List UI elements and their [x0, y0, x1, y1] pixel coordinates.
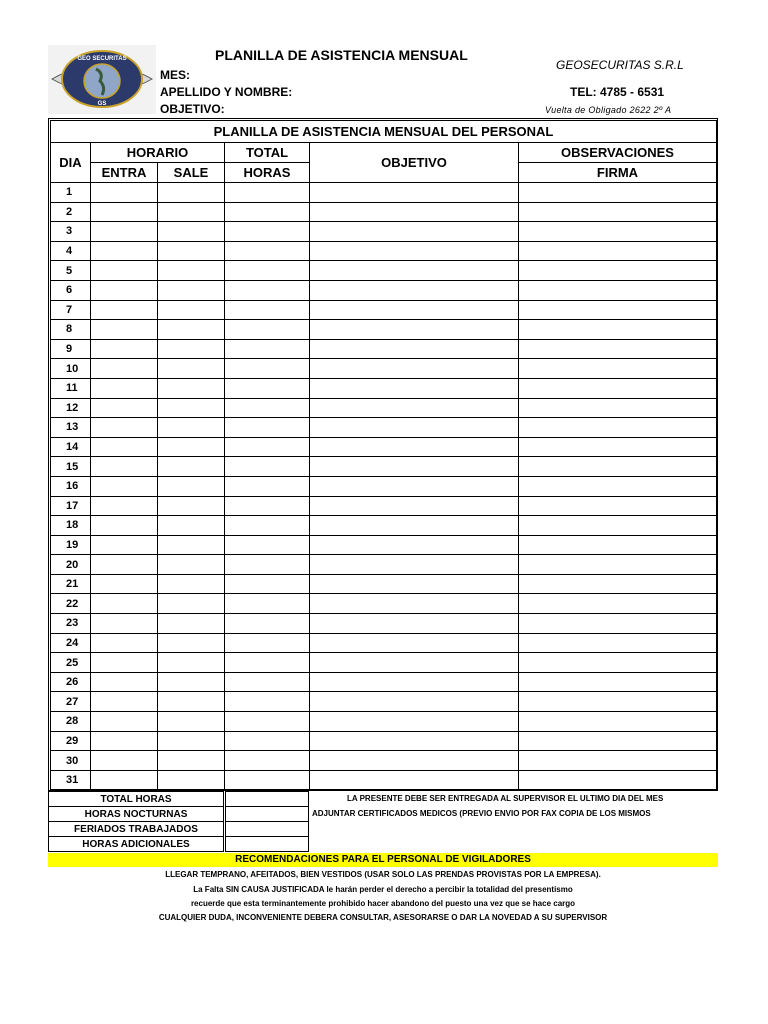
day-row [51, 457, 717, 477]
day-number: 26 [51, 672, 91, 692]
entra-cell[interactable] [91, 476, 158, 496]
observaciones-cell[interactable] [519, 574, 717, 594]
note-certificados: ADJUNTAR CERTIFICADOS MEDICOS (PREVIO ENVIO POR FAX COPIA DE LOS MISMOS [312, 809, 651, 818]
mes-label: MES: [160, 68, 190, 82]
objetivo-cell[interactable] [310, 555, 519, 575]
total-horas-cell[interactable] [225, 672, 310, 692]
day-row [51, 437, 717, 457]
entra-cell[interactable] [91, 692, 158, 712]
total-horas-cell[interactable] [225, 653, 310, 673]
day-number: 20 [51, 555, 91, 575]
day-row [51, 183, 717, 203]
header-firma: FIRMA [519, 163, 717, 183]
total-horas-cell[interactable] [225, 320, 310, 340]
day-number: 3 [51, 222, 91, 242]
day-number: 9 [51, 339, 91, 359]
header-objetivo: OBJETIVO [310, 143, 519, 183]
entra-cell[interactable] [91, 712, 158, 732]
observaciones-cell[interactable] [519, 359, 717, 379]
day-row [51, 614, 717, 634]
day-number: 22 [51, 594, 91, 614]
total-horas-cell[interactable] [225, 535, 310, 555]
day-row [51, 594, 717, 614]
day-number: 6 [51, 280, 91, 300]
observaciones-cell[interactable] [519, 731, 717, 751]
logo-top-text: GEO SECURITAS [77, 56, 127, 62]
recommendation-line: LLEGAR TEMPRANO, AFEITADOS, BIEN VESTIDOS (USAR SOLO LAS PRENDAS PROVISTAS POR LA EMPRESA). [165, 870, 601, 879]
observaciones-cell[interactable] [519, 712, 717, 732]
total-horas-cell[interactable] [225, 261, 310, 281]
day-number: 19 [51, 535, 91, 555]
observaciones-cell[interactable] [519, 770, 717, 790]
totals-table [48, 791, 309, 852]
day-row [51, 555, 717, 575]
total-horas-cell[interactable] [225, 457, 310, 477]
entra-cell[interactable] [91, 183, 158, 203]
total-horas-cell[interactable] [225, 183, 310, 203]
day-number: 14 [51, 437, 91, 457]
sale-cell[interactable] [158, 359, 225, 379]
objetivo-cell[interactable] [310, 418, 519, 438]
company-phone: TEL: 4785 - 6531 [570, 85, 665, 99]
day-row [51, 535, 717, 555]
entra-cell[interactable] [91, 261, 158, 281]
observaciones-cell[interactable] [519, 202, 717, 222]
observaciones-cell[interactable] [519, 594, 717, 614]
sale-cell[interactable] [158, 378, 225, 398]
objetivo-cell[interactable] [310, 633, 519, 653]
objetivo-cell[interactable] [310, 457, 519, 477]
observaciones-cell[interactable] [519, 222, 717, 242]
observaciones-cell[interactable] [519, 183, 717, 203]
header-observaciones: OBSERVACIONES [519, 143, 717, 163]
total-horas-cell[interactable] [225, 476, 310, 496]
objetivo-cell[interactable] [310, 378, 519, 398]
day-row [51, 731, 717, 751]
day-row [51, 418, 717, 438]
objetivo-cell[interactable] [310, 476, 519, 496]
objetivo-cell[interactable] [310, 300, 519, 320]
observaciones-cell[interactable] [519, 633, 717, 653]
objetivo-cell[interactable] [310, 261, 519, 281]
total-horas-cell[interactable] [225, 633, 310, 653]
total-horas-cell[interactable] [225, 516, 310, 536]
observaciones-cell[interactable] [519, 614, 717, 634]
horas-nocturnas-label: HORAS NOCTURNAS [49, 807, 224, 822]
entra-cell[interactable] [91, 320, 158, 340]
entra-cell[interactable] [91, 300, 158, 320]
objetivo-label: OBJETIVO: [160, 102, 225, 116]
observaciones-cell[interactable] [519, 241, 717, 261]
day-number: 11 [51, 378, 91, 398]
sale-cell[interactable] [158, 183, 225, 203]
sale-cell[interactable] [158, 339, 225, 359]
objetivo-cell[interactable] [310, 320, 519, 340]
sale-cell[interactable] [158, 261, 225, 281]
objetivo-cell[interactable] [310, 496, 519, 516]
day-number: 13 [51, 418, 91, 438]
entra-cell[interactable] [91, 516, 158, 536]
day-number: 4 [51, 241, 91, 261]
day-number: 29 [51, 731, 91, 751]
feriados-trabajados-label: FERIADOS TRABAJADOS [49, 822, 224, 837]
total-horas-cell[interactable] [225, 378, 310, 398]
entra-cell[interactable] [91, 731, 158, 751]
total-horas-cell[interactable] [225, 496, 310, 516]
sale-cell[interactable] [158, 555, 225, 575]
observaciones-cell[interactable] [519, 280, 717, 300]
total-horas-cell[interactable] [225, 280, 310, 300]
total-horas-cell[interactable] [225, 418, 310, 438]
total-horas-cell[interactable] [225, 339, 310, 359]
day-row [51, 241, 717, 261]
day-rows [51, 183, 717, 790]
observaciones-cell[interactable] [519, 378, 717, 398]
day-row [51, 339, 717, 359]
objetivo-cell[interactable] [310, 770, 519, 790]
objetivo-cell[interactable] [310, 672, 519, 692]
objetivo-cell[interactable] [310, 614, 519, 634]
observaciones-cell[interactable] [519, 320, 717, 340]
table-caption: PLANILLA DE ASISTENCIA MENSUAL DEL PERSONAL [51, 121, 717, 143]
entra-cell[interactable] [91, 398, 158, 418]
day-row [51, 516, 717, 536]
objetivo-cell[interactable] [310, 751, 519, 771]
total-horas-cell[interactable] [225, 574, 310, 594]
recommendation-line: recuerde que esta terminantemente prohibido hacer abandono del puesto una vez que se hace cargo [190, 899, 576, 908]
sale-cell[interactable] [158, 457, 225, 477]
day-number: 17 [51, 496, 91, 516]
total-horas-cell[interactable] [225, 359, 310, 379]
total-horas-cell[interactable] [225, 555, 310, 575]
day-number: 1 [51, 183, 91, 203]
objetivo-cell[interactable] [310, 653, 519, 673]
day-row [51, 633, 717, 653]
total-horas-cell[interactable] [225, 222, 310, 242]
sale-cell[interactable] [158, 241, 225, 261]
observaciones-cell[interactable] [519, 476, 717, 496]
observaciones-cell[interactable] [519, 496, 717, 516]
day-row [51, 300, 717, 320]
entra-cell[interactable] [91, 594, 158, 614]
entra-cell[interactable] [91, 633, 158, 653]
header-sale: SALE [158, 163, 225, 183]
day-number: 27 [51, 692, 91, 712]
entra-cell[interactable] [91, 574, 158, 594]
company-address: Vuelta de Obligado 2622 2º A [545, 105, 672, 115]
day-number: 7 [51, 300, 91, 320]
day-row [51, 222, 717, 242]
observaciones-cell[interactable] [519, 300, 717, 320]
sale-cell[interactable] [158, 398, 225, 418]
observaciones-cell[interactable] [519, 535, 717, 555]
day-number: 16 [51, 476, 91, 496]
day-row [51, 378, 717, 398]
observaciones-cell[interactable] [519, 261, 717, 281]
day-row [51, 320, 717, 340]
day-row [51, 261, 717, 281]
sale-cell[interactable] [158, 692, 225, 712]
day-number: 15 [51, 457, 91, 477]
objetivo-cell[interactable] [310, 692, 519, 712]
sale-cell[interactable] [158, 418, 225, 438]
day-row [51, 672, 717, 692]
day-row [51, 712, 717, 732]
day-number: 18 [51, 516, 91, 536]
day-number: 5 [51, 261, 91, 281]
recommendation-line: La Falta SIN CAUSA JUSTIFICADA le harán perder el derecho a percibir la totalidad del presentismo [193, 885, 573, 894]
sale-cell[interactable] [158, 574, 225, 594]
observaciones-cell[interactable] [519, 339, 717, 359]
sale-cell[interactable] [158, 300, 225, 320]
day-number: 10 [51, 359, 91, 379]
header-total: TOTAL [225, 143, 310, 163]
objetivo-cell[interactable] [310, 731, 519, 751]
feriados-trabajados-value[interactable] [226, 822, 309, 837]
day-row [51, 359, 717, 379]
sale-cell[interactable] [158, 320, 225, 340]
entra-cell[interactable] [91, 555, 158, 575]
sale-cell[interactable] [158, 731, 225, 751]
entra-cell[interactable] [91, 241, 158, 261]
header-dia: DIA [51, 143, 91, 183]
day-row [51, 280, 717, 300]
sale-cell[interactable] [158, 437, 225, 457]
entra-cell[interactable] [91, 222, 158, 242]
day-row [51, 496, 717, 516]
sale-cell[interactable] [158, 516, 225, 536]
total-horas-value[interactable] [226, 792, 309, 807]
objetivo-cell[interactable] [310, 574, 519, 594]
day-row [51, 202, 717, 222]
sale-cell[interactable] [158, 751, 225, 771]
objetivo-cell[interactable] [310, 535, 519, 555]
apellido-nombre-label: APELLIDO Y NOMBRE: [160, 85, 293, 99]
horas-nocturnas-value[interactable] [226, 807, 309, 822]
sale-cell[interactable] [158, 614, 225, 634]
day-row [51, 476, 717, 496]
objetivo-cell[interactable] [310, 280, 519, 300]
objetivo-cell[interactable] [310, 202, 519, 222]
sale-cell[interactable] [158, 476, 225, 496]
objetivo-cell[interactable] [310, 712, 519, 732]
day-number: 31 [51, 770, 91, 790]
logo-bottom-text: GS [97, 101, 107, 107]
day-number: 8 [51, 320, 91, 340]
sale-cell[interactable] [158, 712, 225, 732]
day-number: 12 [51, 398, 91, 418]
observaciones-cell[interactable] [519, 418, 717, 438]
note-entrega: LA PRESENTE DEBE SER ENTREGADA AL SUPERVISOR EL ULTIMO DIA DEL MES [347, 794, 664, 803]
attendance-table [50, 120, 717, 790]
header-entra: ENTRA [91, 163, 158, 183]
day-row [51, 398, 717, 418]
total-horas-cell[interactable] [225, 594, 310, 614]
observaciones-cell[interactable] [519, 751, 717, 771]
entra-cell[interactable] [91, 770, 158, 790]
objetivo-cell[interactable] [310, 594, 519, 614]
total-horas-cell[interactable] [225, 300, 310, 320]
recommendation-line: CUALQUIER DUDA, INCONVENIENTE DEBERA CONSULTAR, ASESORARSE O DAR LA NOVEDAD A SU SUPERVISOR [158, 913, 608, 922]
day-row [51, 692, 717, 712]
objetivo-cell[interactable] [310, 241, 519, 261]
objetivo-cell[interactable] [310, 339, 519, 359]
recommendations-title: RECOMENDACIONES PARA EL PERSONAL DE VIGILADORES [48, 853, 718, 867]
entra-cell[interactable] [91, 672, 158, 692]
day-number: 25 [51, 653, 91, 673]
total-horas-cell[interactable] [225, 202, 310, 222]
day-number: 28 [51, 712, 91, 732]
day-row [51, 751, 717, 771]
entra-cell[interactable] [91, 457, 158, 477]
total-horas-cell[interactable] [225, 614, 310, 634]
company-logo [48, 45, 156, 114]
observaciones-cell[interactable] [519, 457, 717, 477]
horas-adicionales-label: HORAS ADICIONALES [49, 837, 224, 852]
page-title: PLANILLA DE ASISTENCIA MENSUAL [215, 47, 468, 63]
entra-cell[interactable] [91, 535, 158, 555]
observaciones-cell[interactable] [519, 555, 717, 575]
objetivo-cell[interactable] [310, 183, 519, 203]
sale-cell[interactable] [158, 280, 225, 300]
objetivo-cell[interactable] [310, 359, 519, 379]
objetivo-cell[interactable] [310, 437, 519, 457]
sale-cell[interactable] [158, 770, 225, 790]
sale-cell[interactable] [158, 222, 225, 242]
day-number: 23 [51, 614, 91, 634]
entra-cell[interactable] [91, 339, 158, 359]
observaciones-cell[interactable] [519, 672, 717, 692]
observaciones-cell[interactable] [519, 516, 717, 536]
company-name: GEOSECURITAS S.R.L [556, 58, 684, 72]
observaciones-cell[interactable] [519, 437, 717, 457]
sale-cell[interactable] [158, 202, 225, 222]
total-horas-cell[interactable] [225, 731, 310, 751]
sale-cell[interactable] [158, 496, 225, 516]
sale-cell[interactable] [158, 633, 225, 653]
day-number: 24 [51, 633, 91, 653]
entra-cell[interactable] [91, 280, 158, 300]
total-horas-cell[interactable] [225, 751, 310, 771]
day-row [51, 770, 717, 790]
total-horas-cell[interactable] [225, 692, 310, 712]
header-horario: HORARIO [91, 143, 225, 163]
day-row [51, 653, 717, 673]
day-row [51, 574, 717, 594]
objetivo-cell[interactable] [310, 516, 519, 536]
total-horas-cell[interactable] [225, 770, 310, 790]
day-number: 21 [51, 574, 91, 594]
sale-cell[interactable] [158, 594, 225, 614]
objetivo-cell[interactable] [310, 222, 519, 242]
observaciones-cell[interactable] [519, 692, 717, 712]
entra-cell[interactable] [91, 378, 158, 398]
sale-cell[interactable] [158, 653, 225, 673]
entra-cell[interactable] [91, 653, 158, 673]
total-horas-label: TOTAL HORAS [49, 792, 224, 807]
sale-cell[interactable] [158, 672, 225, 692]
day-number: 2 [51, 202, 91, 222]
header-horas: HORAS [225, 163, 310, 183]
entra-cell[interactable] [91, 202, 158, 222]
entra-cell[interactable] [91, 418, 158, 438]
observaciones-cell[interactable] [519, 653, 717, 673]
entra-cell[interactable] [91, 751, 158, 771]
total-horas-cell[interactable] [225, 398, 310, 418]
horas-adicionales-value[interactable] [226, 837, 309, 852]
entra-cell[interactable] [91, 437, 158, 457]
total-horas-cell[interactable] [225, 241, 310, 261]
entra-cell[interactable] [91, 359, 158, 379]
total-horas-cell[interactable] [225, 712, 310, 732]
objetivo-cell[interactable] [310, 398, 519, 418]
observaciones-cell[interactable] [519, 398, 717, 418]
day-number: 30 [51, 751, 91, 771]
total-horas-cell[interactable] [225, 437, 310, 457]
entra-cell[interactable] [91, 614, 158, 634]
sale-cell[interactable] [158, 535, 225, 555]
entra-cell[interactable] [91, 496, 158, 516]
